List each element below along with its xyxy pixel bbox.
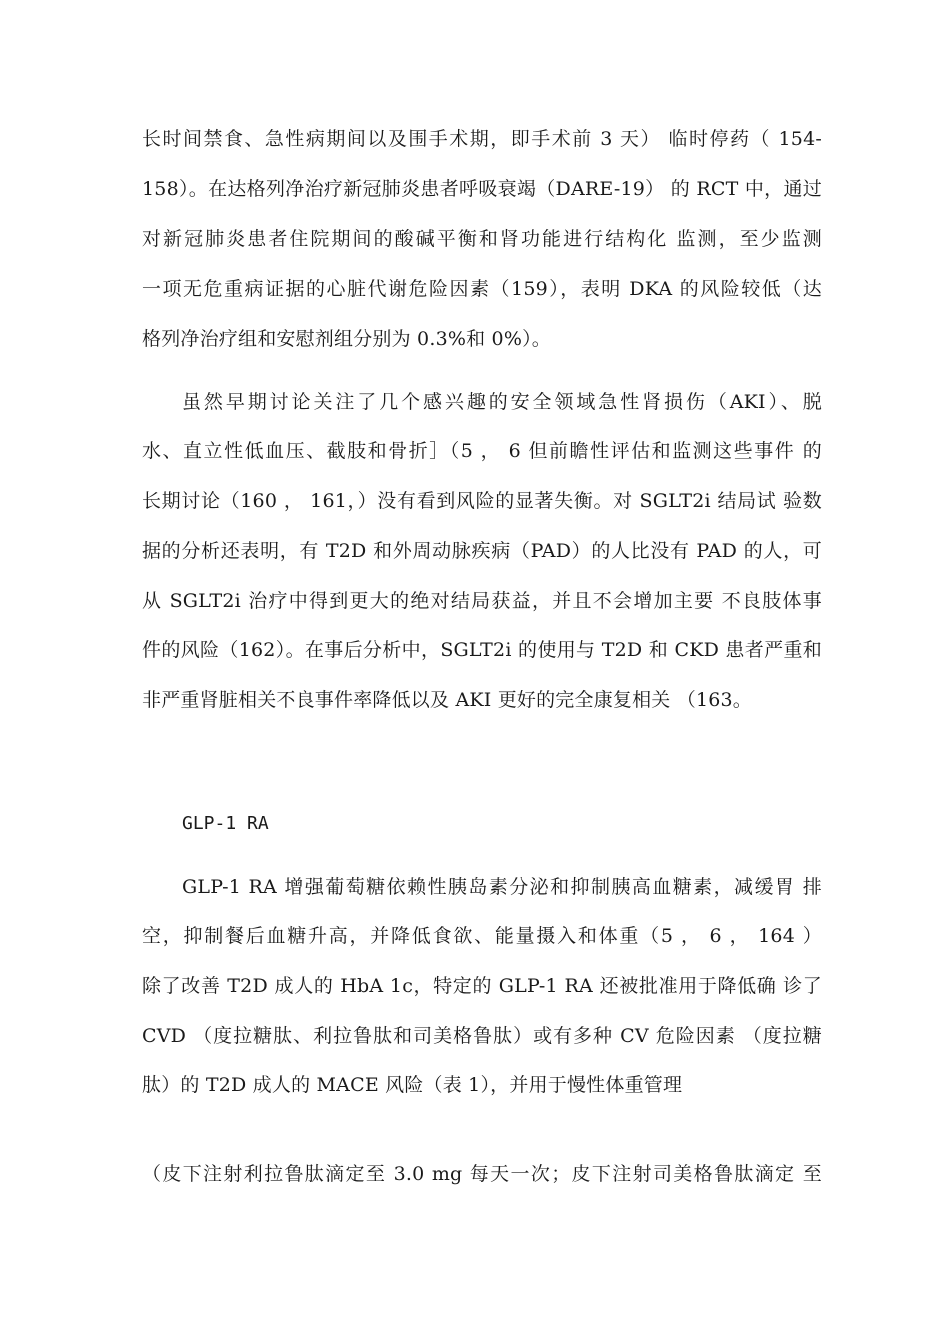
- paragraph-line: 水、直立性低血压、截肢和骨折］（5 ， 6 但前瞻性评估和监测这些事件 的: [142, 440, 822, 462]
- paragraph-line: CVD （度拉糖肽、利拉鲁肽和司美格鲁肽）或有多种 CV 危险因素 （度拉糖: [142, 1025, 822, 1047]
- paragraph-line: 件的风险（162）。在事后分析中，SGLT2i 的使用与 T2D 和 CKD 患者严重和: [142, 639, 822, 661]
- paragraph-line: 长时间禁食、急性病期间以及围手术期，即手术前 3 天） 临时停药（ 154-: [142, 128, 822, 150]
- paragraph-line: 非严重肾脏相关不良事件率降低以及 AKI 更好的完全康复相关 （163。: [142, 689, 753, 711]
- paragraph-line: 一项无危重病证据的心脏代谢危险因素（159），表明 DKA 的风险较低（达: [142, 278, 822, 300]
- paragraph-line: 对新冠肺炎患者住院期间的酸碱平衡和肾功能进行结构化 监测，至少监测: [142, 228, 822, 250]
- paragraph-line: GLP-1 RA 增强葡萄糖依赖性胰岛素分泌和抑制胰高血糖素，减缓胃 排: [182, 876, 822, 898]
- paragraph-line: 除了改善 T2D 成人的 HbA 1c，特定的 GLP-1 RA 还被批准用于降低确 诊了: [142, 975, 822, 997]
- paragraph-line: 虽然早期讨论关注了几个感兴趣的安全领域急性肾损伤（AKI）、脱: [182, 391, 822, 413]
- paragraph-line: 从 SGLT2i 治疗中得到更大的绝对结局获益，并且不会增加主要 不良肢体事: [142, 590, 822, 612]
- paragraph-line: 空，抑制餐后血糖升高，并降低食欲、能量摄入和体重（5 ， 6 ， 164 ）: [142, 925, 822, 947]
- paragraph-line: 长期讨论（160 ， 161，）没有看到风险的显著失衡。对 SGLT2i 结局试 验数: [142, 490, 822, 512]
- paragraph-line: 格列净治疗组和安慰剂组分别为 0.3%和 0%）。: [142, 328, 551, 350]
- paragraph-line: 据的分析还表明，有 T2D 和外周动脉疾病（PAD）的人比没有 PAD 的人，可: [142, 540, 822, 562]
- paragraph-line: （皮下注射利拉鲁肽滴定至 3.0 mg 每天一次；皮下注射司美格鲁肽滴定 至: [142, 1163, 822, 1185]
- section-heading: GLP-1 RA: [182, 813, 269, 834]
- paragraph-line: 158）。在达格列净治疗新冠肺炎患者呼吸衰竭（DARE-19） 的 RCT 中，通过: [142, 178, 822, 200]
- paragraph-line: 肽）的 T2D 成人的 MACE 风险（表 1），并用于慢性体重管理: [142, 1074, 683, 1096]
